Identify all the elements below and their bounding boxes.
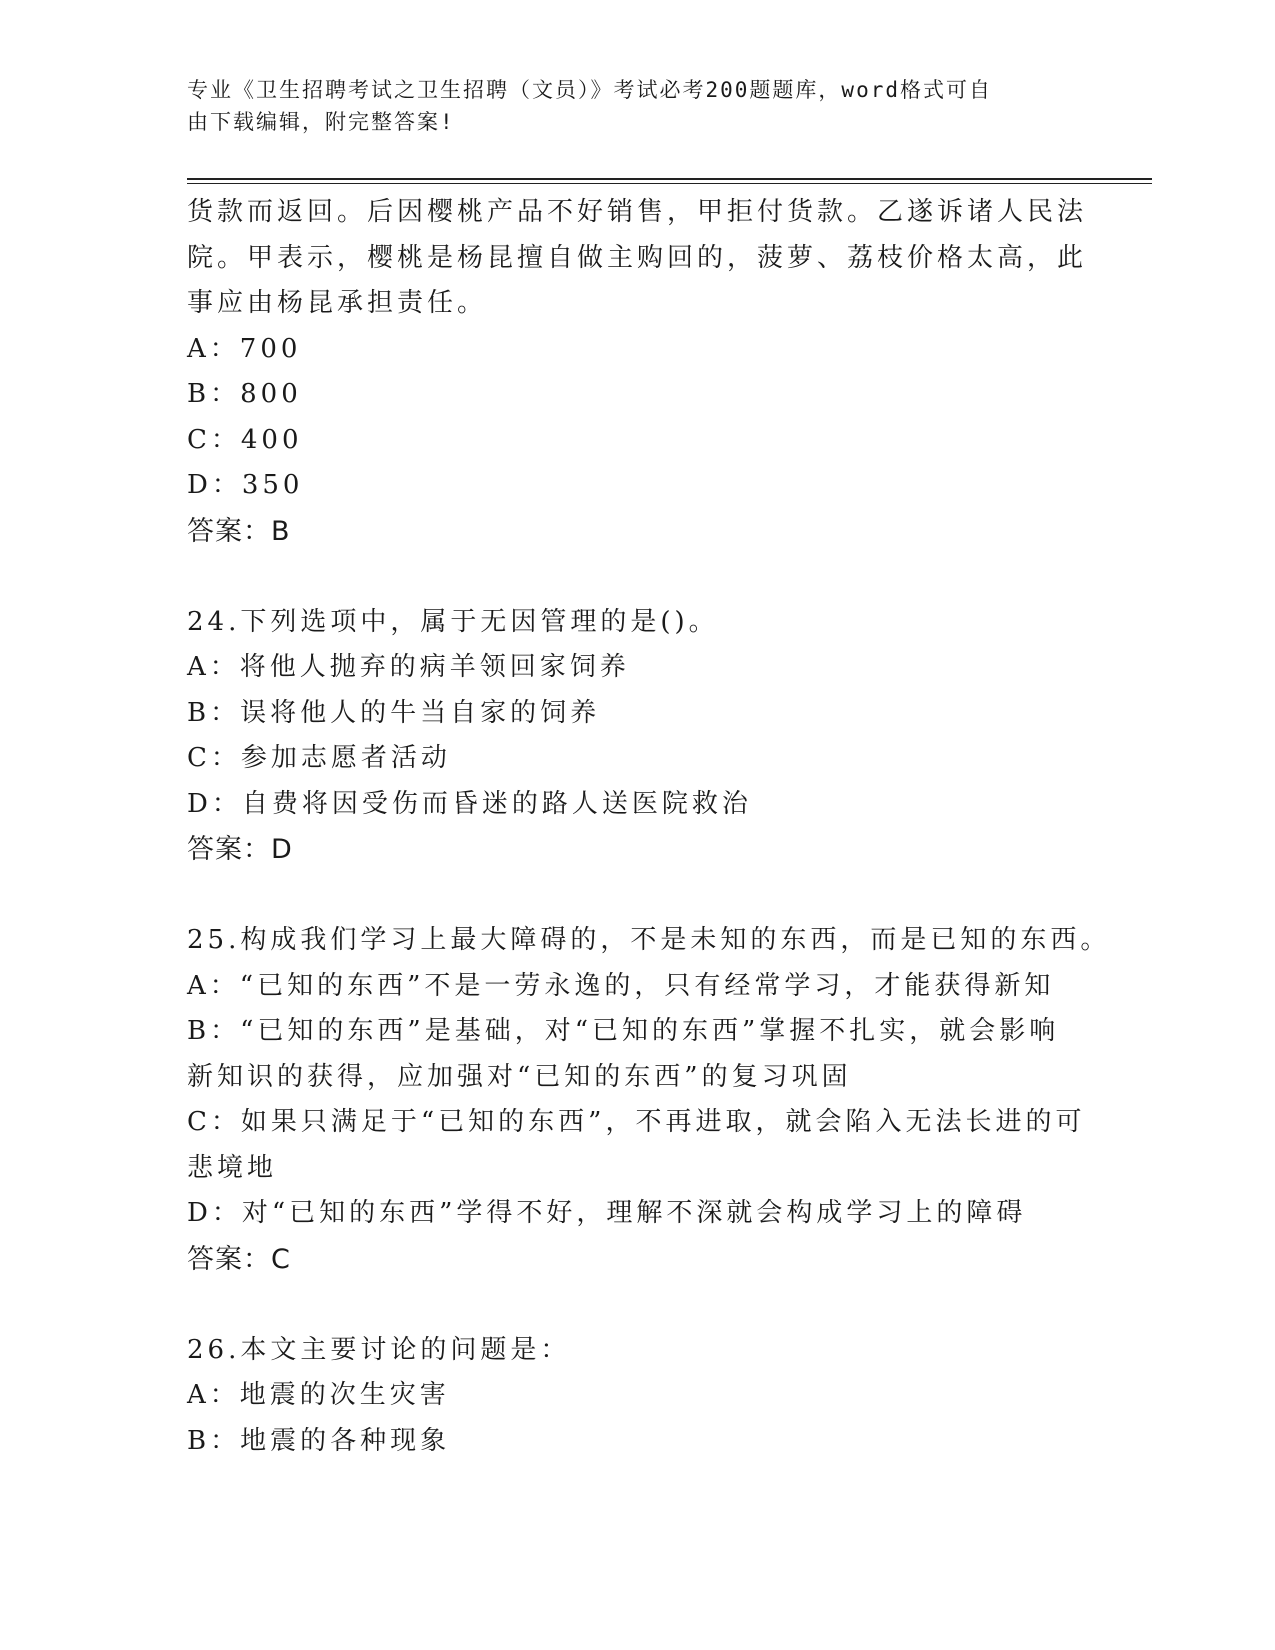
answer: 答案：D [187,834,293,865]
question-24 [187,600,1067,873]
question-stem-line: 26.本文主要讨论的问题是： [187,1334,571,1365]
option-b-continued: 新知识的获得，应加强对“已知的东西”的复习巩固 [187,1061,852,1092]
header-line-1: 专业《卫生招聘考试之卫生招聘（文员）》考试必考200题题库，word格式可自 [187,78,992,102]
option-c: C：参加志愿者活动 [187,743,451,773]
header-divider-thick [187,178,1152,180]
question-stem-line: 24.下列选项中，属于无因管理的是()。 [187,606,719,637]
question-26 [187,1328,1067,1465]
option-b: B：误将他人的牛当自家的饲养 [187,697,601,728]
option-a: A：700 [187,333,302,364]
answer: 答案：B [187,515,291,547]
document-header [187,74,1067,138]
header-line-2: 由下载编辑，附完整答案! [187,110,455,134]
option-d: D：对“已知的东西”学得不好，理解不深就会构成学习上的障碍 [187,1198,1027,1228]
option-c-continued: 悲境地 [187,1152,278,1183]
question-list [187,190,1111,1464]
option-a: A：地震的次生灾害 [187,1380,450,1410]
header-divider-thin [187,183,1152,184]
option-b: B：“已知的东西”是基础，对“已知的东西”掌握不扎实，就会影响 [187,1016,1060,1046]
option-c: C：如果只满足于“已知的东西”，不再进取，就会陷入无法长进的可 [187,1107,1086,1137]
answer: 答案：C [187,1243,291,1275]
question-stem-line: 25.构成我们学习上最大障碍的，不是未知的东西，而是已知的东西。 [187,925,1111,955]
question-25 [187,918,1111,1282]
option-d: D：350 [187,470,304,500]
option-a: A：将他人抛弃的病羊领回家饲养 [187,652,630,682]
question-stem-line: 事应由杨昆承担责任。 [187,288,488,318]
option-b: B：800 [187,379,302,409]
option-b: B：地震的各种现象 [187,1425,451,1456]
question-stem-line: 院。甲表示，樱桃是杨昆擅自做主购回的，菠萝、荔枝价格太高，此 [187,242,1088,273]
option-c: C：400 [187,424,303,455]
option-d: D：自费将因受伤而昏迷的路人送医院救治 [187,788,752,819]
question-23 [187,190,1088,554]
question-stem-line: 货款而返回。后因樱桃产品不好销售，甲拒付货款。乙遂诉诸人民法 [187,197,1088,227]
option-a: A：“已知的东西”不是一劳永逸的，只有经常学习，才能获得新知 [187,970,1055,1001]
